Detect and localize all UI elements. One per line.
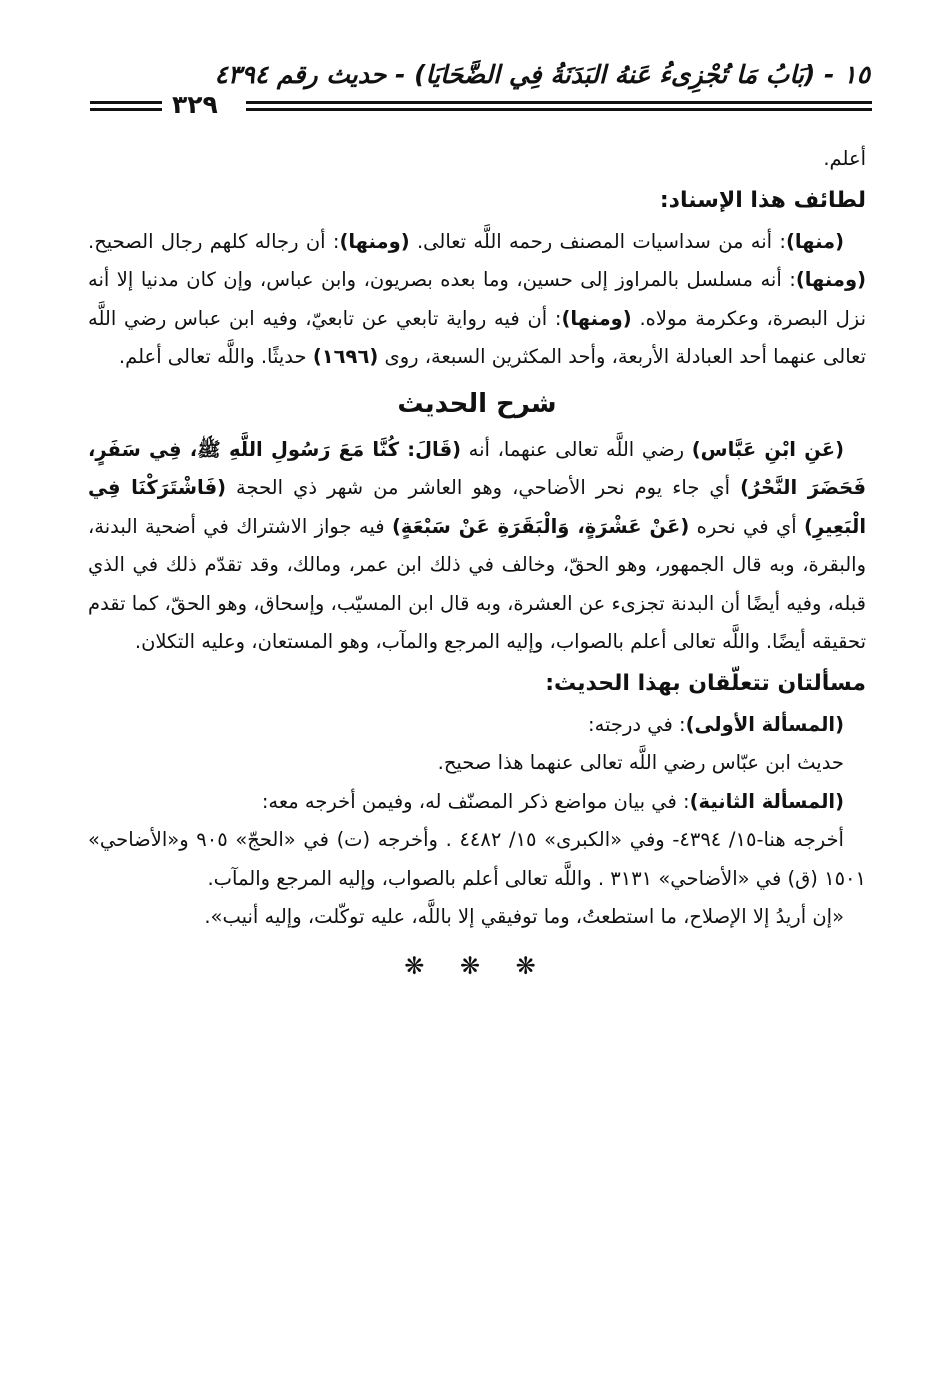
hadith-quote: (عَنِ ابْنِ عَبَّاس) (691, 437, 844, 461)
bold-label: (المسألة الأولى) (685, 712, 844, 736)
text-run: أي في نحره (696, 514, 797, 538)
closing-quote: «إن أريدُ إلا الإصلاح، ما استطعتُ، وما توفيقي إلا باللَّه، عليه توكّلت، وإليه أنيب». (204, 905, 844, 928)
text-run: فيه جواز الاشتراك في أضحية البدنة، والبقرة، وبه قال الجمهور، وهو الحقّ، وخالف في ذلك ابن عمر، ومالك، وقد تقدّم ذلك في الذي قبله، وفيه أيضًا أن البدنة تجزىء عن العشرة، وبه قال ابن المسيّب، وإسحاق، وهو الحقّ، كما تقدم تحقيقه أيضًا. واللَّه تعالى أعلم بالصواب، وإليه المرجع والمآب، وهو المستعان، وعليه التكلان. (88, 514, 866, 653)
issue-two-title (88, 783, 866, 822)
text-run: : أنه من سداسيات المصنف رحمه اللَّه تعالى. (416, 229, 786, 253)
text-run: رضي اللَّه تعالى عنهما، أنه (468, 437, 685, 461)
section-heading-masail: مسألتان تتعلّقان بهذا الحديث: (545, 670, 866, 696)
bold-label: (ومنها) (339, 229, 410, 253)
header-title: ١٥ - (بَابُ مَا تُجْزِىءُ عَنهُ البَدَنَةُ فِي الضَّحَايَا) - حديث رقم ٤٣٩٤ (214, 60, 870, 89)
text-run: حديثًا. واللَّه تعالى أعلم. (118, 345, 307, 368)
bold-label: (المسألة الثانية) (689, 789, 844, 813)
text-run: : أنه مسلسل بالمراوز إلى حسين، وما بعده بصريون، وابن عباس، وإن كان مدنيا إلا أنه نزل البصرة، وعكرمة مولاه. (88, 268, 866, 330)
text-run: : في بيان مواضع ذكر المصنّف له، وفيمن أخرجه معه: (261, 789, 690, 813)
page-number: ٣٢٩ (172, 90, 218, 119)
bold-label: (منها) (785, 229, 845, 253)
issue-one-title (88, 706, 866, 745)
bold-number: (١٦٩٦) (312, 345, 379, 368)
text-run: : أن رجاله كلهم رجال الصحيح. (88, 229, 340, 253)
hadith-quote: (عَنْ عَشْرَةٍ، وَالْبَقَرَةِ عَنْ سَبْعَةٍ) (391, 514, 690, 538)
header-rule (90, 101, 162, 104)
text-run: أي جاء يوم نحر الأضاحي، وهو العاشر من شهر ذي الحجة (236, 476, 731, 499)
section-heading-lataif: لطائف هذا الإسناد: (659, 187, 866, 213)
running-header (88, 58, 870, 122)
opening-line: أعلم. (823, 147, 866, 170)
header-rule (90, 108, 162, 111)
section-end-stars: ❋ ❋ ❋ (404, 951, 550, 980)
bold-label: (ومنها) (561, 306, 632, 330)
section-heading-sharh: شرح الحديث (397, 388, 557, 419)
bold-label: (ومنها) (795, 268, 866, 291)
header-rule (246, 108, 872, 111)
hadith-quote: (قَالَ: كُنَّا مَعَ رَسُولِ اللَّهِ ﷺ، فِي سَفَرٍ، فَحَضَرَ النَّحْرُ) (88, 437, 866, 499)
text-run: : أن فيه رواية تابعي عن تابعيّ، وفيه ابن عباس رضي اللَّه تعالى عنهما أحد العبادلة الأربعة، وأحد المكثرين السبعة، روى (88, 306, 866, 368)
paragraph-lataif (88, 223, 866, 377)
text-run: : في درجته: (588, 712, 686, 736)
page-body (88, 140, 866, 991)
issue-two-body: أخرجه هنا-١٥/ ٤٣٩٤- وفي «الكبرى» ١٥/ ٤٤٨٢ . وأخرجه (ت) في «الحجّ» ٩٠٥ و«الأضاحي» ١٥٠١ (ق) في «الأضاحي» ٣١٣١ . واللَّه تعالى أعلم بالصواب، وإليه المرجع والمآب. (88, 828, 866, 890)
header-rule (246, 101, 872, 104)
paragraph-sharh (88, 431, 866, 662)
hadith-quote: (فَاشْتَرَكْنَا فِي الْبَعِيرِ) (88, 476, 867, 538)
issue-one-body: حديث ابن عبّاس رضي اللَّه تعالى عنهما هذا صحيح. (437, 751, 844, 774)
